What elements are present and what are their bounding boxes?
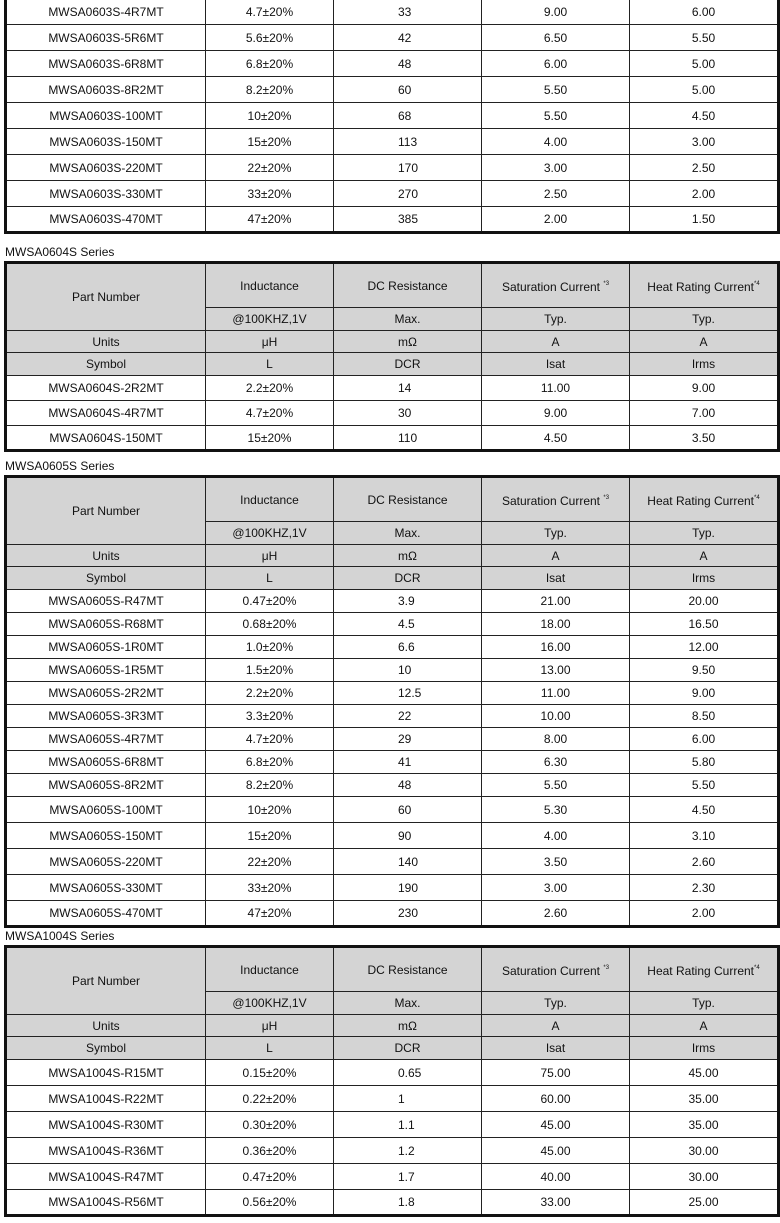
part-number-cell: MWSA1004S-R47MT (6, 1164, 206, 1190)
table-row (6, 207, 779, 233)
dcr-cell: 10 (334, 659, 482, 682)
part-number-cell: MWSA0605S-1R5MT (6, 659, 206, 682)
footnote-marker: *3 (603, 965, 610, 971)
part-number-cell: MWSA0605S-8R2MT (6, 774, 206, 797)
irms-cell: 5.00 (630, 77, 779, 103)
table-row (6, 774, 779, 797)
table-row (6, 1060, 779, 1086)
table-row (6, 797, 779, 823)
header-dc-resistance: DC Resistance (334, 947, 482, 992)
units-label: Units (6, 331, 206, 353)
isat-cell: 75.00 (482, 1060, 630, 1086)
dcr-cell: 140 (334, 849, 482, 875)
inductance-cell: 10±20% (206, 797, 334, 823)
isat-cell: 18.00 (482, 613, 630, 636)
spec-table-block (4, 945, 777, 1217)
dcr-cell: 6.6 (334, 636, 482, 659)
isat-cell: 5.30 (482, 797, 630, 823)
unit-cell: μH (206, 1015, 334, 1037)
irms-cell: 9.50 (630, 659, 779, 682)
spec-table (4, 261, 780, 452)
dcr-cell: 1.1 (334, 1112, 482, 1138)
inductance-cell: 22±20% (206, 849, 334, 875)
footnote-marker: *4 (754, 495, 760, 501)
inductance-cell: 15±20% (206, 426, 334, 451)
dcr-cell: 113 (334, 129, 482, 155)
inductance-cell: 6.8±20% (206, 751, 334, 774)
irms-cell: 2.00 (630, 181, 779, 207)
isat-cell: 5.50 (482, 774, 630, 797)
header-part-number: Part Number (6, 477, 206, 545)
condition-cell: Max. (334, 308, 482, 331)
part-number-cell: MWSA0603S-470MT (6, 207, 206, 233)
spec-table-block (4, 0, 777, 234)
table-row (6, 51, 779, 77)
table-row (6, 1138, 779, 1164)
part-number-cell: MWSA0605S-3R3MT (6, 705, 206, 728)
irms-cell: 5.00 (630, 51, 779, 77)
dcr-cell: 90 (334, 823, 482, 849)
part-number-cell: MWSA0603S-150MT (6, 129, 206, 155)
header-row (6, 947, 779, 992)
symbol-cell: Isat (482, 1037, 630, 1060)
isat-cell: 6.00 (482, 51, 630, 77)
inductance-cell: 33±20% (206, 875, 334, 901)
isat-cell: 33.00 (482, 1190, 630, 1216)
irms-cell: 45.00 (630, 1060, 779, 1086)
table-row (6, 659, 779, 682)
units-row (6, 1015, 779, 1037)
part-number-cell: MWSA0605S-R47MT (6, 590, 206, 613)
symbol-cell: DCR (334, 353, 482, 376)
series-title: MWSA0605S Series (5, 459, 115, 473)
inductance-cell: 4.7±20% (206, 728, 334, 751)
inductance-cell: 2.2±20% (206, 682, 334, 705)
part-number-cell: MWSA0605S-100MT (6, 797, 206, 823)
isat-cell: 16.00 (482, 636, 630, 659)
inductance-cell: 15±20% (206, 129, 334, 155)
header-heat-rating-current (630, 477, 779, 522)
dcr-cell: 48 (334, 51, 482, 77)
isat-cell: 3.00 (482, 875, 630, 901)
dcr-cell: 48 (334, 774, 482, 797)
isat-cell: 5.50 (482, 103, 630, 129)
spec-table (4, 945, 780, 1217)
inductance-cell: 10±20% (206, 103, 334, 129)
table-row (6, 636, 779, 659)
header-label: Heat Rating Current (647, 280, 755, 294)
isat-cell: 11.00 (482, 376, 630, 401)
footnote-marker: *4 (754, 965, 760, 971)
symbol-row (6, 1037, 779, 1060)
symbol-cell: Isat (482, 567, 630, 590)
inductance-cell: 8.2±20% (206, 774, 334, 797)
isat-cell: 6.50 (482, 25, 630, 51)
part-number-cell: MWSA0603S-4R7MT (6, 0, 206, 25)
inductance-cell: 15±20% (206, 823, 334, 849)
header-label: Heat Rating Current (647, 964, 755, 978)
header-inductance: Inductance (206, 947, 334, 992)
inductance-cell: 0.47±20% (206, 1164, 334, 1190)
table-row (6, 401, 779, 426)
isat-cell: 3.50 (482, 849, 630, 875)
header-label: Saturation Current (501, 494, 601, 508)
inductance-cell: 6.8±20% (206, 51, 334, 77)
part-number-cell: MWSA0605S-220MT (6, 849, 206, 875)
table-row (6, 751, 779, 774)
irms-cell: 35.00 (630, 1086, 779, 1112)
part-number-cell: MWSA0605S-150MT (6, 823, 206, 849)
isat-cell: 13.00 (482, 659, 630, 682)
inductance-cell: 0.15±20% (206, 1060, 334, 1086)
table-row (6, 728, 779, 751)
header-row (6, 477, 779, 522)
symbol-cell: Irms (630, 353, 779, 376)
dcr-cell: 30 (334, 401, 482, 426)
header-saturation-current (482, 263, 630, 308)
irms-cell: 2.50 (630, 155, 779, 181)
part-number-cell: MWSA0603S-330MT (6, 181, 206, 207)
header-label: Saturation Current (501, 964, 601, 978)
inductance-cell: 0.47±20% (206, 590, 334, 613)
symbol-cell: Irms (630, 1037, 779, 1060)
dcr-cell: 14 (334, 376, 482, 401)
table-row (6, 426, 779, 451)
irms-cell: 5.50 (630, 774, 779, 797)
dcr-cell: 3.9 (334, 590, 482, 613)
isat-cell: 8.00 (482, 728, 630, 751)
spec-table-block (4, 475, 777, 928)
table-row (6, 25, 779, 51)
dcr-cell: 1.7 (334, 1164, 482, 1190)
condition-cell: Max. (334, 992, 482, 1015)
table-row (6, 0, 779, 25)
part-number-cell: MWSA1004S-R15MT (6, 1060, 206, 1086)
header-saturation-current (482, 947, 630, 992)
symbol-cell: L (206, 567, 334, 590)
inductance-cell: 1.5±20% (206, 659, 334, 682)
units-row (6, 545, 779, 567)
header-inductance: Inductance (206, 263, 334, 308)
inductance-cell: 47±20% (206, 901, 334, 927)
isat-cell: 4.50 (482, 426, 630, 451)
symbol-cell: DCR (334, 567, 482, 590)
part-number-cell: MWSA0605S-330MT (6, 875, 206, 901)
isat-cell: 45.00 (482, 1138, 630, 1164)
irms-cell: 2.30 (630, 875, 779, 901)
unit-cell: μH (206, 331, 334, 353)
irms-cell: 3.50 (630, 426, 779, 451)
table-row (6, 77, 779, 103)
dcr-cell: 68 (334, 103, 482, 129)
part-number-cell: MWSA0604S-2R2MT (6, 376, 206, 401)
unit-cell: A (482, 545, 630, 567)
symbol-cell: L (206, 1037, 334, 1060)
irms-cell: 16.50 (630, 613, 779, 636)
table-row (6, 181, 779, 207)
irms-cell: 6.00 (630, 0, 779, 25)
inductance-cell: 47±20% (206, 207, 334, 233)
irms-cell: 30.00 (630, 1164, 779, 1190)
condition-cell: Typ. (482, 522, 630, 545)
dcr-cell: 1.8 (334, 1190, 482, 1216)
condition-cell: Typ. (630, 522, 779, 545)
irms-cell: 3.00 (630, 129, 779, 155)
irms-cell: 9.00 (630, 376, 779, 401)
header-heat-rating-current (630, 947, 779, 992)
irms-cell: 6.00 (630, 728, 779, 751)
dcr-cell: 12.5 (334, 682, 482, 705)
irms-cell: 8.50 (630, 705, 779, 728)
symbol-label: Symbol (6, 567, 206, 590)
isat-cell: 4.00 (482, 129, 630, 155)
spec-table (4, 475, 780, 928)
header-part-number: Part Number (6, 947, 206, 1015)
irms-cell: 35.00 (630, 1112, 779, 1138)
dcr-cell: 270 (334, 181, 482, 207)
part-number-cell: MWSA0604S-4R7MT (6, 401, 206, 426)
symbol-label: Symbol (6, 1037, 206, 1060)
header-label: Heat Rating Current (647, 494, 755, 508)
table-row (6, 823, 779, 849)
table-row (6, 103, 779, 129)
header-part-number: Part Number (6, 263, 206, 331)
unit-cell: A (630, 1015, 779, 1037)
condition-cell: Typ. (482, 308, 630, 331)
footnote-marker: *3 (603, 281, 610, 287)
unit-cell: A (482, 331, 630, 353)
irms-cell: 2.00 (630, 901, 779, 927)
part-number-cell: MWSA0605S-6R8MT (6, 751, 206, 774)
inductance-cell: 8.2±20% (206, 77, 334, 103)
unit-cell: mΩ (334, 331, 482, 353)
irms-cell: 1.50 (630, 207, 779, 233)
irms-cell: 4.50 (630, 797, 779, 823)
condition-cell: Typ. (630, 992, 779, 1015)
condition-cell: @100KHZ,1V (206, 522, 334, 545)
isat-cell: 2.60 (482, 901, 630, 927)
inductance-cell: 1.0±20% (206, 636, 334, 659)
irms-cell: 25.00 (630, 1190, 779, 1216)
condition-cell: Typ. (482, 992, 630, 1015)
footnote-marker: *3 (603, 495, 610, 501)
dcr-cell: 60 (334, 77, 482, 103)
table-row (6, 590, 779, 613)
dcr-cell: 190 (334, 875, 482, 901)
table-row (6, 376, 779, 401)
isat-cell: 6.30 (482, 751, 630, 774)
spec-table (4, 0, 780, 234)
isat-cell: 9.00 (482, 0, 630, 25)
part-number-cell: MWSA0603S-5R6MT (6, 25, 206, 51)
unit-cell: A (630, 331, 779, 353)
isat-cell: 3.00 (482, 155, 630, 181)
inductance-cell: 4.7±20% (206, 401, 334, 426)
isat-cell: 5.50 (482, 77, 630, 103)
inductance-cell: 0.36±20% (206, 1138, 334, 1164)
irms-cell: 5.50 (630, 25, 779, 51)
part-number-cell: MWSA0603S-220MT (6, 155, 206, 181)
table-row (6, 1112, 779, 1138)
spec-table-block (4, 261, 777, 452)
part-number-cell: MWSA0603S-6R8MT (6, 51, 206, 77)
irms-cell: 9.00 (630, 682, 779, 705)
irms-cell: 2.60 (630, 849, 779, 875)
condition-cell: Typ. (630, 308, 779, 331)
isat-cell: 21.00 (482, 590, 630, 613)
symbol-label: Symbol (6, 353, 206, 376)
isat-cell: 11.00 (482, 682, 630, 705)
condition-cell: @100KHZ,1V (206, 308, 334, 331)
isat-cell: 40.00 (482, 1164, 630, 1190)
dcr-cell: 41 (334, 751, 482, 774)
part-number-cell: MWSA1004S-R22MT (6, 1086, 206, 1112)
units-label: Units (6, 545, 206, 567)
units-row (6, 331, 779, 353)
dcr-cell: 42 (334, 25, 482, 51)
table-row (6, 901, 779, 927)
unit-cell: mΩ (334, 545, 482, 567)
header-heat-rating-current (630, 263, 779, 308)
inductance-cell: 33±20% (206, 181, 334, 207)
dcr-cell: 0.65 (334, 1060, 482, 1086)
symbol-cell: L (206, 353, 334, 376)
part-number-cell: MWSA0605S-4R7MT (6, 728, 206, 751)
part-number-cell: MWSA1004S-R36MT (6, 1138, 206, 1164)
table-row (6, 705, 779, 728)
header-row (6, 263, 779, 308)
unit-cell: mΩ (334, 1015, 482, 1037)
condition-cell: Max. (334, 522, 482, 545)
symbol-row (6, 353, 779, 376)
dcr-cell: 60 (334, 797, 482, 823)
isat-cell: 2.50 (482, 181, 630, 207)
series-title: MWSA1004S Series (5, 929, 115, 943)
table-row (6, 1086, 779, 1112)
irms-cell: 5.80 (630, 751, 779, 774)
part-number-cell: MWSA0604S-150MT (6, 426, 206, 451)
isat-cell: 2.00 (482, 207, 630, 233)
part-number-cell: MWSA0603S-100MT (6, 103, 206, 129)
inductance-cell: 0.30±20% (206, 1112, 334, 1138)
table-row (6, 875, 779, 901)
inductance-cell: 0.68±20% (206, 613, 334, 636)
header-saturation-current (482, 477, 630, 522)
isat-cell: 45.00 (482, 1112, 630, 1138)
part-number-cell: MWSA0605S-2R2MT (6, 682, 206, 705)
dcr-cell: 22 (334, 705, 482, 728)
inductance-cell: 2.2±20% (206, 376, 334, 401)
symbol-cell: Isat (482, 353, 630, 376)
irms-cell: 4.50 (630, 103, 779, 129)
symbol-cell: Irms (630, 567, 779, 590)
dcr-cell: 33 (334, 0, 482, 25)
table-row (6, 155, 779, 181)
unit-cell: A (482, 1015, 630, 1037)
table-row (6, 849, 779, 875)
table-row (6, 1190, 779, 1216)
table-row (6, 129, 779, 155)
table-row (6, 613, 779, 636)
unit-cell: A (630, 545, 779, 567)
part-number-cell: MWSA0603S-8R2MT (6, 77, 206, 103)
table-row (6, 1164, 779, 1190)
dcr-cell: 385 (334, 207, 482, 233)
inductance-cell: 22±20% (206, 155, 334, 181)
dcr-cell: 170 (334, 155, 482, 181)
part-number-cell: MWSA0605S-R68MT (6, 613, 206, 636)
dcr-cell: 4.5 (334, 613, 482, 636)
inductance-cell: 0.56±20% (206, 1190, 334, 1216)
isat-cell: 9.00 (482, 401, 630, 426)
unit-cell: μH (206, 545, 334, 567)
dcr-cell: 29 (334, 728, 482, 751)
symbol-cell: DCR (334, 1037, 482, 1060)
dcr-cell: 1.2 (334, 1138, 482, 1164)
header-dc-resistance: DC Resistance (334, 477, 482, 522)
table-row (6, 682, 779, 705)
header-label: Saturation Current (501, 280, 601, 294)
irms-cell: 3.10 (630, 823, 779, 849)
part-number-cell: MWSA0605S-470MT (6, 901, 206, 927)
inductance-cell: 4.7±20% (206, 0, 334, 25)
series-title: MWSA0604S Series (5, 245, 115, 259)
irms-cell: 7.00 (630, 401, 779, 426)
header-dc-resistance: DC Resistance (334, 263, 482, 308)
dcr-cell: 1 (334, 1086, 482, 1112)
irms-cell: 20.00 (630, 590, 779, 613)
dcr-cell: 230 (334, 901, 482, 927)
inductance-cell: 0.22±20% (206, 1086, 334, 1112)
isat-cell: 60.00 (482, 1086, 630, 1112)
isat-cell: 10.00 (482, 705, 630, 728)
footnote-marker: *4 (754, 281, 760, 287)
part-number-cell: MWSA0605S-1R0MT (6, 636, 206, 659)
part-number-cell: MWSA1004S-R30MT (6, 1112, 206, 1138)
isat-cell: 4.00 (482, 823, 630, 849)
condition-cell: @100KHZ,1V (206, 992, 334, 1015)
part-number-cell: MWSA1004S-R56MT (6, 1190, 206, 1216)
inductance-cell: 3.3±20% (206, 705, 334, 728)
symbol-row (6, 567, 779, 590)
irms-cell: 30.00 (630, 1138, 779, 1164)
dcr-cell: 110 (334, 426, 482, 451)
irms-cell: 12.00 (630, 636, 779, 659)
header-inductance: Inductance (206, 477, 334, 522)
inductance-cell: 5.6±20% (206, 25, 334, 51)
units-label: Units (6, 1015, 206, 1037)
